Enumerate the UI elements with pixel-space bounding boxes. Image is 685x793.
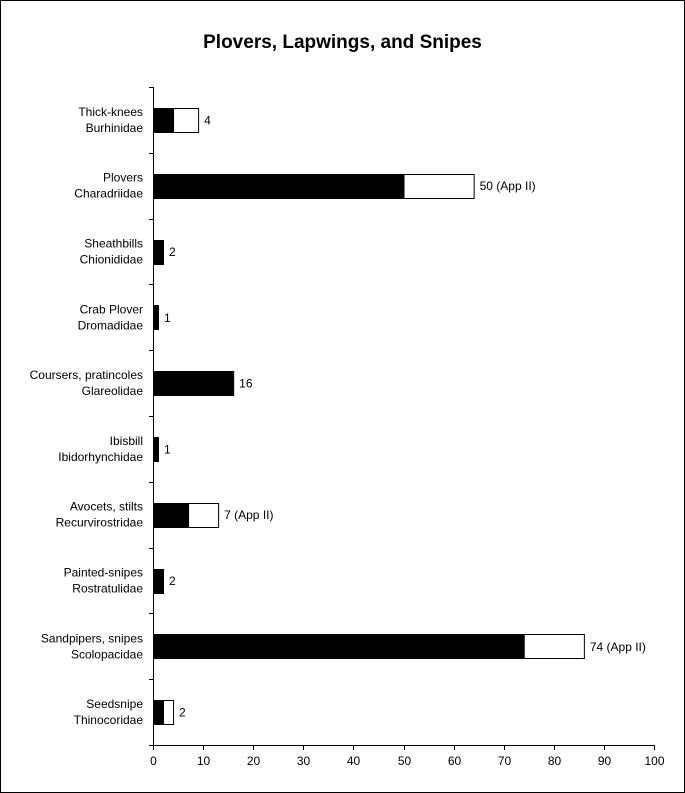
- category-label-family: Glareolidae: [81, 384, 143, 399]
- category-label-common: Coursers, pratincoles: [29, 368, 143, 383]
- x-tick-label: 60: [447, 754, 462, 768]
- category-label-common: Ibisbill: [109, 433, 143, 448]
- bar-filled: [154, 701, 164, 725]
- category-label-family: Chionididae: [79, 252, 143, 267]
- bar-open: [404, 175, 474, 199]
- bar-filled: [154, 504, 189, 528]
- x-tick-label: 90: [597, 754, 612, 768]
- bar-filled: [154, 241, 164, 265]
- category-label-family: Burhinidae: [85, 120, 143, 135]
- x-tick-label: 0: [150, 754, 157, 768]
- bar-filled: [154, 306, 159, 330]
- category-label-common: Sheathbills: [84, 236, 143, 251]
- category-label-family: Scolopacidae: [70, 647, 143, 662]
- data-label: 16: [239, 376, 253, 391]
- x-tick-label: 10: [196, 754, 211, 768]
- bar-filled: [154, 175, 405, 199]
- category-label-common: Avocets, stilts: [69, 499, 143, 514]
- data-label: 2: [179, 705, 186, 720]
- bar-open: [189, 504, 219, 528]
- bar-filled: [154, 635, 525, 659]
- bar-filled: [154, 438, 159, 462]
- data-label: 2: [169, 574, 176, 588]
- category-label-common: Plovers: [102, 170, 143, 185]
- bar-filled: [154, 372, 234, 396]
- category-label-common: Thick-knees: [78, 104, 143, 119]
- data-label: 4: [204, 113, 211, 128]
- category-label-family: Ibidorhynchidae: [58, 449, 143, 464]
- data-label: 2: [169, 245, 176, 259]
- x-tick-label: 70: [497, 754, 512, 768]
- bar-filled: [154, 570, 164, 594]
- category-label-family: Dromadidae: [77, 318, 143, 333]
- data-label: 50 (App II): [479, 179, 536, 194]
- x-tick-label: 100: [644, 754, 665, 768]
- category-label-common: Painted-snipes: [63, 565, 143, 580]
- data-label: 1: [164, 310, 171, 325]
- category-label-family: Charadriidae: [74, 186, 143, 201]
- x-tick-label: 50: [397, 754, 412, 768]
- x-tick-label: 30: [296, 754, 311, 768]
- data-label: 74 (App II): [589, 639, 646, 654]
- category-label-common: Sandpipers, snipes: [40, 631, 143, 646]
- bar-filled: [154, 109, 174, 133]
- chart-title: Plovers, Lapwings, and Snipes: [203, 32, 482, 53]
- category-label-family: Recurvirostridae: [55, 515, 143, 530]
- category-label-common: Seedsnipe: [86, 697, 143, 712]
- x-tick-label: 20: [246, 754, 261, 768]
- x-tick-label: 80: [547, 754, 562, 768]
- category-label-common: Crab Plover: [79, 302, 143, 317]
- bar-open: [174, 109, 199, 133]
- plot-area: [1, 1, 684, 792]
- bar-open: [524, 635, 584, 659]
- category-label-family: Thinocoridae: [73, 713, 143, 728]
- data-label: 7 (App II): [224, 508, 274, 523]
- data-label: 1: [164, 442, 171, 457]
- bar-open: [164, 701, 174, 725]
- x-tick-label: 40: [346, 754, 361, 768]
- category-label-family: Rostratulidae: [72, 581, 143, 596]
